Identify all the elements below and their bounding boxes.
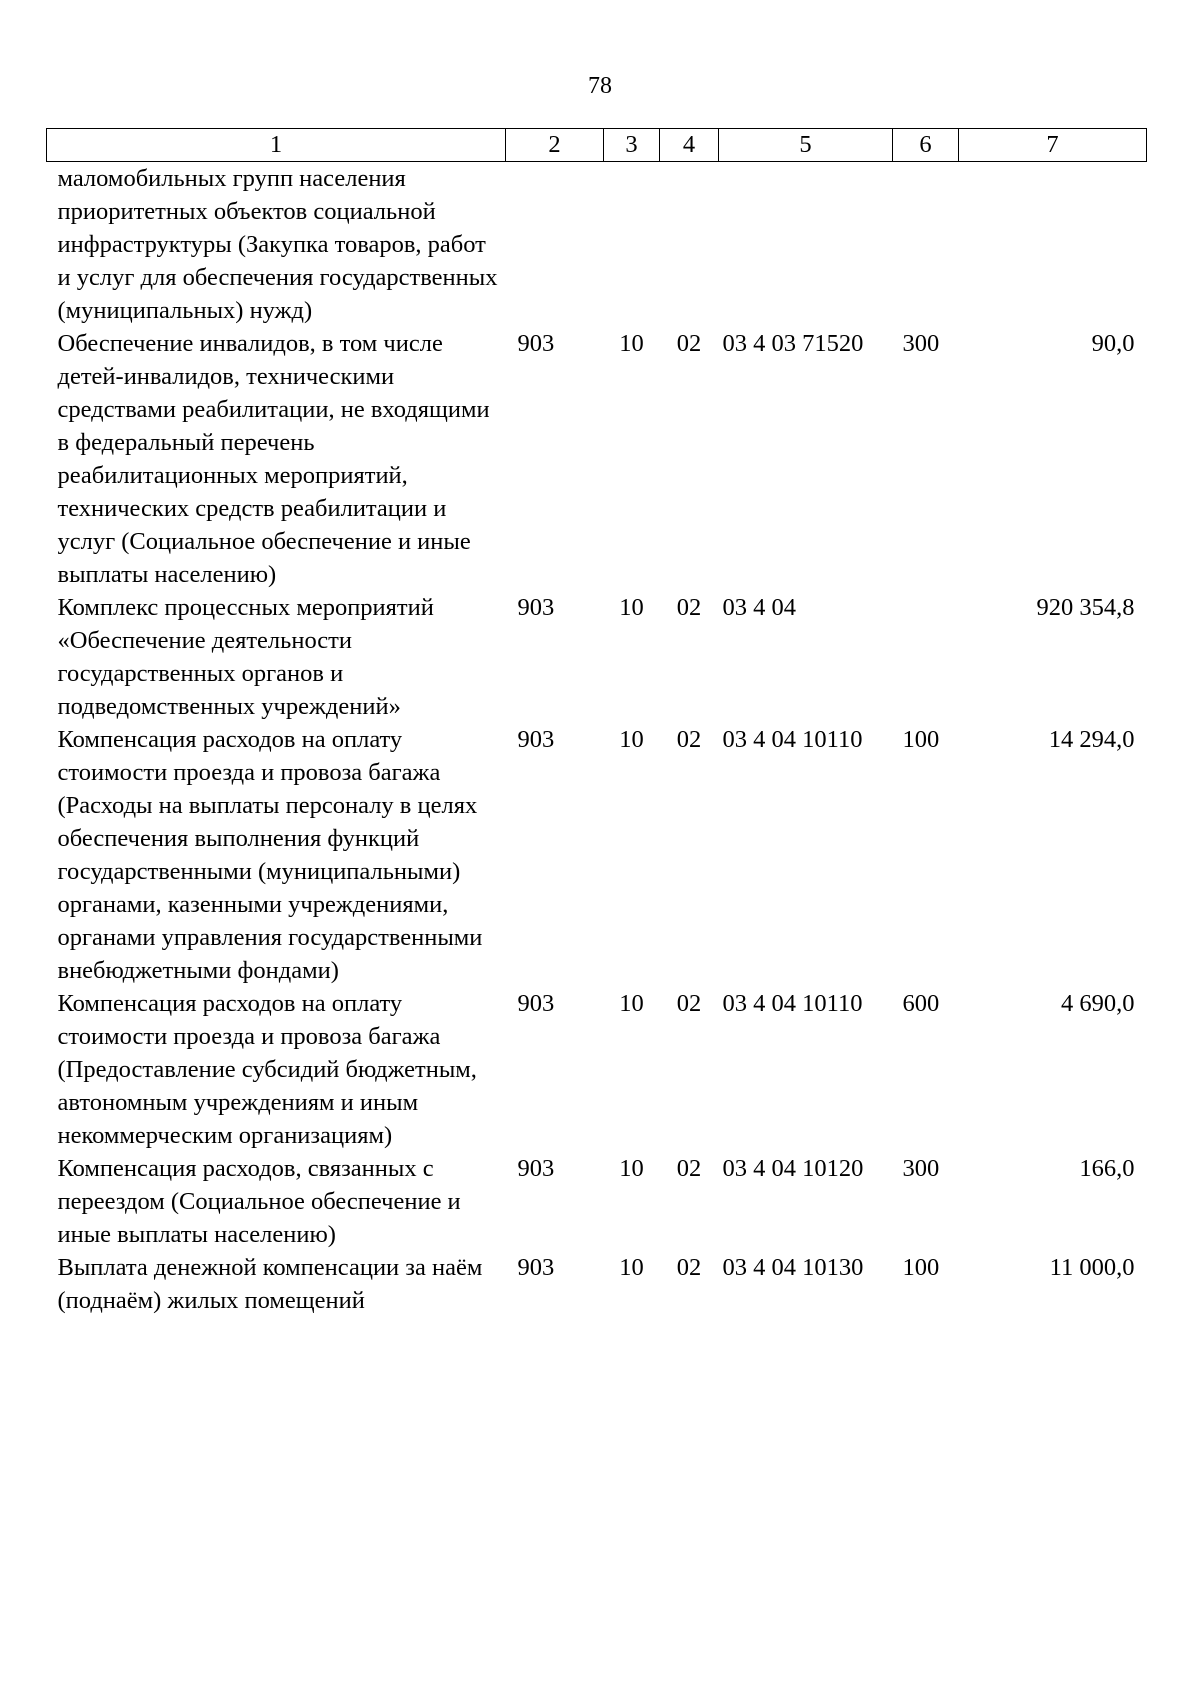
- row-target-code: 03 4 03 71520: [722, 330, 864, 357]
- row-subsection-code: 02: [676, 726, 702, 753]
- column-header-subsection: 4: [660, 129, 719, 162]
- table-row: [47, 987, 1147, 1152]
- row-subsection-code: 02: [676, 1254, 702, 1281]
- row-ministry-code: 903: [517, 594, 555, 621]
- column-header-section: 3: [604, 129, 660, 162]
- row-section-code: 10: [619, 594, 644, 621]
- row-target-code: 03 4 04: [722, 594, 796, 621]
- row-ministry-code: 903: [517, 990, 555, 1017]
- column-header-ministry: 2: [506, 129, 604, 162]
- row-name: Компенсация расходов на оплату стоимости проезда и провоза багажа (Предоставление субсидий бюджетным, автономным учреждениям и иным некоммерческим организациям): [57, 990, 477, 1149]
- row-target-code: 03 4 04 10130: [722, 1254, 864, 1281]
- budget-table: [46, 128, 1147, 1317]
- row-expense-type: 100: [902, 726, 940, 753]
- column-header-name: 1: [47, 129, 506, 162]
- table-row: [47, 1152, 1147, 1251]
- column-header-amount: 7: [959, 129, 1147, 162]
- row-name: Обеспечение инвалидов, в том числе детей-инвалидов, техническими средствами реабилитации, не входящими в федеральный перечень реабилитационных мероприятий, технических средств реабилитации и услуг (Социальное обеспечение и иные выплаты населению): [57, 330, 490, 588]
- table-row: [47, 1251, 1147, 1317]
- row-section-code: [604, 162, 660, 328]
- row-ministry-code: [506, 162, 604, 328]
- row-expense-type: 600: [902, 990, 940, 1017]
- row-ministry-code: 903: [517, 1254, 555, 1281]
- table-row: [47, 327, 1147, 591]
- row-expense-type: 300: [902, 330, 940, 357]
- row-name: маломобильных групп населения приоритетных объектов социальной инфраструктуры (Закупка товаров, работ и услуг для обеспечения государственных (муниципальных) нужд): [57, 165, 498, 324]
- row-subsection-code: 02: [676, 1155, 702, 1182]
- column-header-expense: 6: [893, 129, 959, 162]
- row-name: Выплата денежной компенсации за наём (поднаём) жилых помещений: [57, 1254, 483, 1314]
- row-section-code: 10: [619, 1155, 644, 1182]
- row-expense-type: [893, 591, 959, 723]
- row-subsection-code: [660, 162, 719, 328]
- row-target-code: 03 4 04 10110: [722, 990, 863, 1017]
- row-subsection-code: 02: [676, 990, 702, 1017]
- column-header-target: 5: [719, 129, 893, 162]
- row-ministry-code: 903: [517, 1155, 555, 1182]
- row-expense-type: 100: [902, 1254, 940, 1281]
- row-amount: 166,0: [1079, 1155, 1135, 1182]
- row-target-code: 03 4 04 10120: [722, 1155, 864, 1182]
- row-subsection-code: 02: [676, 330, 702, 357]
- table-row: [47, 723, 1147, 987]
- row-amount: 11 000,0: [1049, 1254, 1135, 1281]
- row-target-code: 03 4 04 10110: [722, 726, 863, 753]
- row-ministry-code: 903: [517, 726, 555, 753]
- row-amount: 920 354,8: [1036, 594, 1135, 621]
- page-number: 78: [588, 73, 612, 99]
- table-row: [47, 162, 1147, 328]
- row-expense-type: 300: [902, 1155, 940, 1182]
- row-section-code: 10: [619, 726, 644, 753]
- row-name: Компенсация расходов, связанных с переездом (Социальное обеспечение и иные выплаты населению): [57, 1155, 461, 1248]
- row-amount: 90,0: [1091, 330, 1135, 357]
- row-ministry-code: 903: [517, 330, 555, 357]
- row-name: Комплекс процессных мероприятий «Обеспечение деятельности государственных органов и подведомственных учреждений»: [57, 594, 434, 720]
- row-target-code: [719, 162, 893, 328]
- table-header-row: [47, 129, 1147, 162]
- row-name: Компенсация расходов на оплату стоимости проезда и провоза багажа (Расходы на выплаты персоналу в целях обеспечения выполнения функций государственными (муниципальными) органами, казенными учреждениями, органами управления государственными внебюджетными фондами): [57, 726, 483, 984]
- row-section-code: 10: [619, 330, 644, 357]
- row-amount: [959, 162, 1147, 328]
- row-amount: 4 690,0: [1061, 990, 1135, 1017]
- table-row: [47, 591, 1147, 723]
- row-expense-type: [893, 162, 959, 328]
- row-section-code: 10: [619, 1254, 644, 1281]
- row-amount: 14 294,0: [1048, 726, 1135, 753]
- row-section-code: 10: [619, 990, 644, 1017]
- row-subsection-code: 02: [676, 594, 702, 621]
